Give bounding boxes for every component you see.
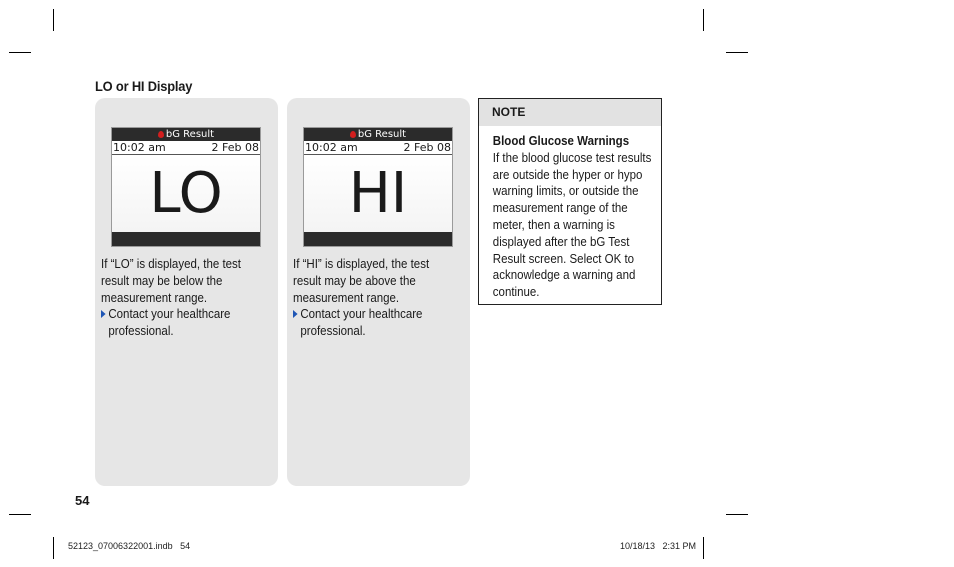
lo-panel <box>95 98 278 486</box>
hi-bullet-text: Contact your healthcare professional. <box>300 307 423 339</box>
note-heading: Blood Glucose Warnings <box>492 134 630 148</box>
lo-description <box>101 256 259 340</box>
screen-footer <box>304 232 452 246</box>
hi-bullet <box>293 306 451 340</box>
screen-footer <box>112 232 260 246</box>
blood-drop-icon <box>158 131 164 138</box>
screen-header-label: bG Result <box>357 129 407 140</box>
note-label: NOTE <box>479 99 661 126</box>
screen-header <box>112 128 260 141</box>
screen-time: 10:02 am <box>305 141 358 154</box>
crop-mark <box>53 537 54 559</box>
hi-panel <box>287 98 470 486</box>
screen-time: 10:02 am <box>113 141 166 154</box>
page-number: 54 <box>75 493 90 508</box>
hi-explanation: If “HI” is displayed, the test result may be above the measurement range. <box>293 257 430 305</box>
screen-datetime-row <box>112 141 260 155</box>
footer-file: 52123_07006322001.indb 54 <box>68 541 191 551</box>
screen-datetime-row <box>304 141 452 155</box>
screen-result: HI <box>304 155 452 232</box>
lo-explanation: If “LO” is displayed, the test result may be below the measurement range. <box>101 257 241 305</box>
bullet-arrow-icon <box>101 310 106 318</box>
crop-mark <box>9 52 31 53</box>
crop-mark <box>703 9 704 31</box>
section-title: LO or HI Display <box>95 78 193 94</box>
screen-header-label: bG Result <box>165 129 215 140</box>
crop-mark <box>53 9 54 31</box>
crop-mark <box>726 52 748 53</box>
hi-description <box>293 256 451 340</box>
crop-mark <box>703 537 704 559</box>
bullet-arrow-icon <box>293 310 298 318</box>
meter-screen-hi <box>303 127 453 247</box>
footer-datetime: 10/18/13 2:31 PM <box>620 541 697 551</box>
screen-result: LO <box>112 155 260 232</box>
meter-screen-lo <box>111 127 261 247</box>
blood-drop-icon <box>350 131 356 138</box>
screen-date: 2 Feb 08 <box>211 141 259 154</box>
crop-mark <box>9 514 31 515</box>
note-body <box>479 126 657 301</box>
screen-date: 2 Feb 08 <box>403 141 451 154</box>
note-text: If the blood glucose test results are outside the hyper or hypo warning limits, or outside the measurement range of the meter, then a warning is displayed after the bG Test Result screen. Select OK to acknowledge a warning and continue. <box>492 150 652 300</box>
lo-bullet <box>101 306 259 340</box>
lo-bullet-text: Contact your healthcare professional. <box>108 307 231 339</box>
note-box <box>478 98 662 305</box>
screen-header <box>304 128 452 141</box>
crop-mark <box>726 514 748 515</box>
